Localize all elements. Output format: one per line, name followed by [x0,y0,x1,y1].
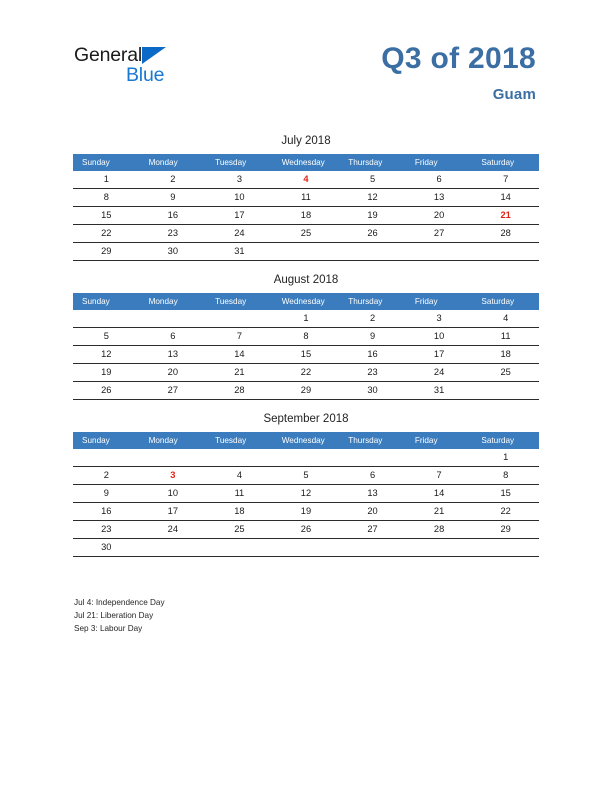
month-table [73,154,539,261]
page-title: Q3 of 2018 [381,42,536,75]
day-cell[interactable]: 8 [273,328,340,346]
day-cell[interactable]: 2 [339,310,406,328]
day-cell[interactable]: 6 [406,171,473,189]
holiday-note-line: Sep 3: Labour Day [74,624,143,634]
day-cell[interactable]: 14 [206,346,273,364]
day-cell[interactable]: 24 [206,225,273,243]
month-block [73,273,539,400]
month-title: July 2018 [281,135,331,147]
day-cell[interactable]: 23 [339,364,406,382]
weekday-header-wednesday: Wednesday [273,293,340,310]
holiday-note-line: Jul 4: Independence Day [74,598,165,607]
day-cell[interactable]: 27 [406,225,473,243]
day-cell[interactable]: 13 [339,485,406,503]
day-cell[interactable]: 2 [140,171,207,189]
weekday-header-saturday: Saturday [472,154,539,171]
day-cell-empty [273,539,340,557]
day-cell[interactable]: 12 [339,189,406,207]
weekday-header-friday: Friday [406,154,473,171]
weekday-header-friday: Friday [406,432,473,449]
day-cell[interactable]: 8 [73,189,140,207]
month-block [73,412,539,557]
day-cell-empty [73,310,140,328]
day-cell[interactable]: 31 [406,382,473,400]
week-row [73,503,539,521]
day-cell-empty [140,449,207,467]
day-cell[interactable]: 7 [206,328,273,346]
month-table [73,293,539,400]
day-cell[interactable]: 24 [140,521,207,539]
weekday-header-row [73,432,539,449]
logo-text-blue: Blue [126,64,165,86]
day-cell[interactable]: 11 [273,189,340,207]
day-cell[interactable]: 26 [339,225,406,243]
day-cell[interactable]: 19 [273,503,340,521]
day-cell-empty [406,449,473,467]
weekday-header-thursday: Thursday [339,432,406,449]
day-cell[interactable]: 15 [273,346,340,364]
day-cell-empty [472,382,539,400]
holiday-notes [74,596,374,636]
weekday-header-row [73,154,539,171]
day-cell[interactable]: 13 [406,189,473,207]
month-title: August 2018 [273,274,339,286]
day-cell[interactable]: 18 [472,346,539,364]
day-cell[interactable]: 15 [73,207,140,225]
day-cell[interactable]: 2 [73,467,140,485]
day-cell[interactable]: 7 [472,171,539,189]
day-cell[interactable]: 25 [273,225,340,243]
weekday-header-sunday: Sunday [73,154,140,171]
day-cell-empty [472,243,539,261]
week-row [73,243,539,261]
day-cell[interactable]: 16 [339,346,406,364]
page-header [0,0,612,130]
weekday-header-monday: Monday [140,293,207,310]
week-row [73,207,539,225]
month-table [73,432,539,557]
day-cell[interactable]: 3 [206,171,273,189]
day-cell[interactable]: 7 [406,467,473,485]
day-cell[interactable]: 30 [339,382,406,400]
day-cell[interactable]: 11 [206,485,273,503]
day-cell[interactable]: 28 [472,225,539,243]
day-cell[interactable]: 17 [140,503,207,521]
week-row [73,328,539,346]
day-cell[interactable]: 9 [140,189,207,207]
weekday-header-tuesday: Tuesday [206,154,273,171]
weekday-header-saturday: Saturday [472,293,539,310]
day-cell[interactable]: 6 [339,467,406,485]
day-cell[interactable]: 12 [73,346,140,364]
weekday-header-tuesday: Tuesday [206,432,273,449]
week-row [73,485,539,503]
day-cell[interactable]: 26 [73,382,140,400]
day-cell-empty [339,243,406,261]
day-cell[interactable]: 23 [73,521,140,539]
day-cell[interactable]: 27 [140,382,207,400]
day-cell[interactable]: 10 [140,485,207,503]
week-row [73,346,539,364]
weekday-header-friday: Friday [406,293,473,310]
weekday-header-sunday: Sunday [73,293,140,310]
day-cell[interactable]: 31 [206,243,273,261]
day-cell[interactable]: 5 [339,171,406,189]
week-row [73,225,539,243]
month-title: September 2018 [263,413,349,425]
day-cell[interactable]: 17 [406,346,473,364]
day-cell[interactable]: 28 [206,382,273,400]
week-row [73,449,539,467]
month-block [73,134,539,261]
week-row [73,382,539,400]
day-cell[interactable]: 18 [206,503,273,521]
day-cell[interactable]: 24 [406,364,473,382]
week-row [73,171,539,189]
day-cell[interactable]: 16 [140,207,207,225]
day-cell[interactable]: 19 [339,207,406,225]
day-cell-empty [140,539,207,557]
day-cell[interactable]: 25 [472,364,539,382]
day-cell[interactable]: 21 [206,364,273,382]
day-cell[interactable]: 9 [73,485,140,503]
day-cell[interactable]: 8 [472,467,539,485]
day-cell[interactable]: 22 [273,364,340,382]
day-cell[interactable]: 22 [472,503,539,521]
title-block [381,42,536,105]
day-cell[interactable]: 12 [273,485,340,503]
holiday-note-line: Jul 21: Liberation Day [74,611,154,621]
day-cell[interactable]: 10 [206,189,273,207]
day-cell-empty [273,449,340,467]
day-cell[interactable]: 4 [273,171,340,189]
day-cell-empty [140,310,207,328]
day-cell-empty [206,449,273,467]
day-cell[interactable]: 29 [73,243,140,261]
day-cell[interactable]: 14 [472,189,539,207]
region-label: Guam [492,86,536,103]
day-cell-empty [73,449,140,467]
day-cell[interactable]: 6 [140,328,207,346]
day-cell[interactable]: 25 [206,521,273,539]
day-cell[interactable]: 28 [406,521,473,539]
logo-text-general: General [74,44,142,66]
week-row [73,467,539,485]
weekday-header-saturday: Saturday [472,432,539,449]
day-cell-empty [406,243,473,261]
day-cell[interactable]: 23 [140,225,207,243]
weekday-header-monday: Monday [140,154,207,171]
day-cell[interactable]: 1 [273,310,340,328]
weekday-header-wednesday: Wednesday [273,154,340,171]
calendar-months [73,134,539,569]
triangle-icon [142,47,166,64]
weekday-header-thursday: Thursday [339,293,406,310]
day-cell[interactable]: 5 [273,467,340,485]
day-cell-empty [206,539,273,557]
day-cell[interactable]: 13 [140,346,207,364]
day-cell[interactable]: 29 [273,382,340,400]
day-cell[interactable]: 20 [406,207,473,225]
week-row [73,310,539,328]
day-cell[interactable]: 16 [73,503,140,521]
day-cell-empty [339,539,406,557]
day-cell-empty [406,539,473,557]
brand-logo[interactable] [74,44,204,90]
day-cell[interactable]: 3 [406,310,473,328]
day-cell[interactable]: 29 [472,521,539,539]
day-cell[interactable]: 3 [140,467,207,485]
day-cell[interactable]: 1 [73,171,140,189]
day-cell[interactable]: 27 [339,521,406,539]
day-cell[interactable]: 22 [73,225,140,243]
day-cell[interactable]: 18 [273,207,340,225]
day-cell[interactable]: 1 [472,449,539,467]
day-cell-empty [339,449,406,467]
day-cell[interactable]: 5 [73,328,140,346]
week-row [73,364,539,382]
weekday-header-row [73,293,539,310]
day-cell[interactable]: 21 [472,207,539,225]
day-cell[interactable]: 9 [339,328,406,346]
day-cell[interactable]: 21 [406,503,473,521]
weekday-header-sunday: Sunday [73,432,140,449]
day-cell[interactable]: 4 [206,467,273,485]
weekday-header-thursday: Thursday [339,154,406,171]
day-cell[interactable]: 26 [273,521,340,539]
weekday-header-wednesday: Wednesday [273,432,340,449]
day-cell[interactable]: 4 [472,310,539,328]
weekday-header-monday: Monday [140,432,207,449]
day-cell[interactable]: 19 [73,364,140,382]
day-cell-empty [206,310,273,328]
day-cell[interactable]: 17 [206,207,273,225]
day-cell-empty [273,243,340,261]
day-cell[interactable]: 15 [472,485,539,503]
week-row [73,539,539,557]
day-cell-empty [472,539,539,557]
day-cell[interactable]: 30 [140,243,207,261]
day-cell[interactable]: 30 [73,539,140,557]
week-row [73,521,539,539]
weekday-header-tuesday: Tuesday [206,293,273,310]
day-cell[interactable]: 11 [472,328,539,346]
week-row [73,189,539,207]
day-cell[interactable]: 14 [406,485,473,503]
day-cell[interactable]: 20 [339,503,406,521]
day-cell[interactable]: 20 [140,364,207,382]
day-cell[interactable]: 10 [406,328,473,346]
